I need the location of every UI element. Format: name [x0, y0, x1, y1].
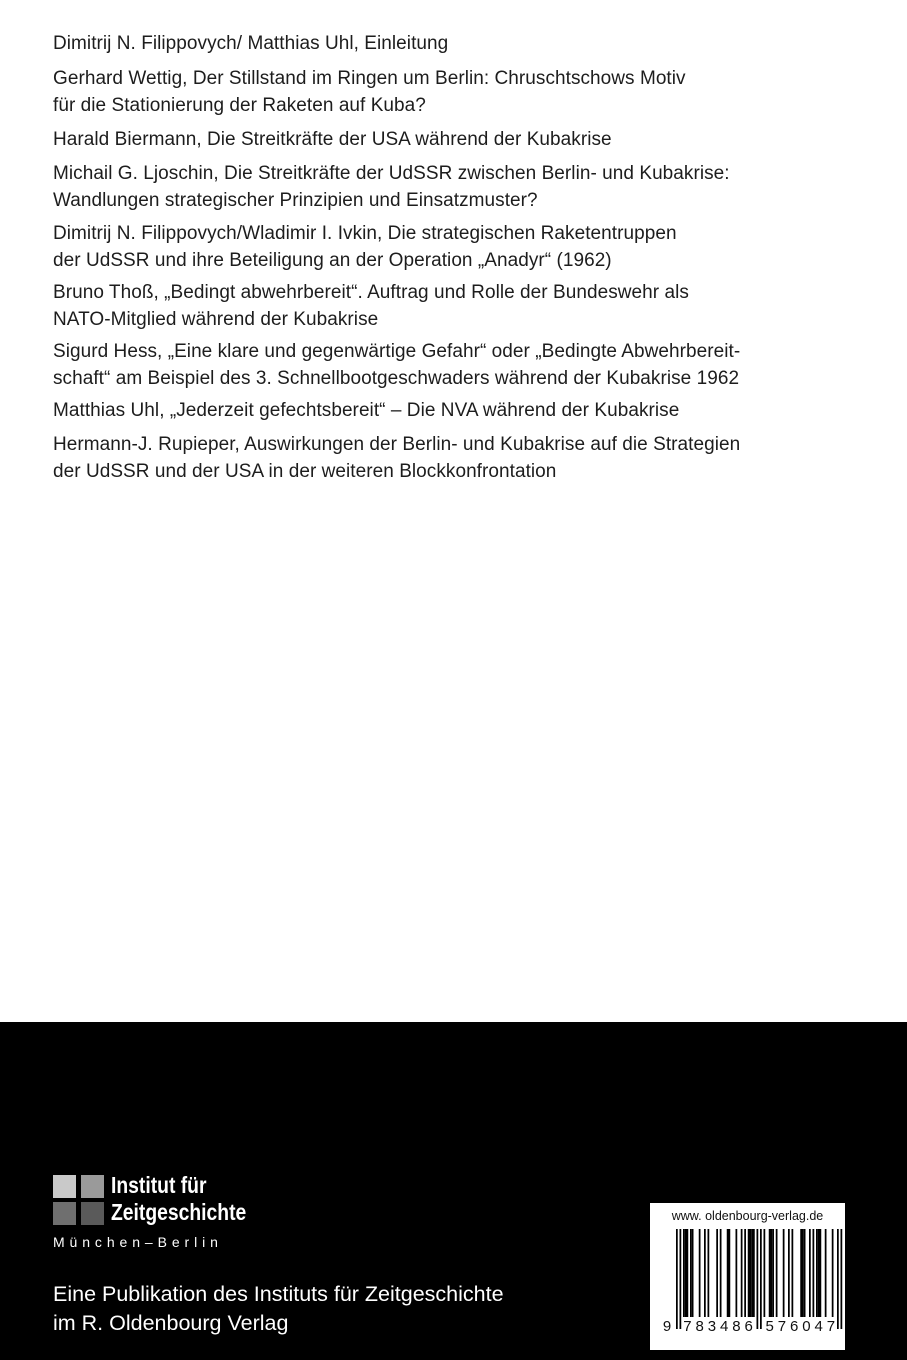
barcode-bar	[753, 1229, 755, 1317]
entry-line: Matthias Uhl, „Jederzeit gefechtsbereit“ – Die NVA während der Kubakrise	[53, 400, 680, 421]
barcode-bar	[751, 1229, 753, 1317]
barcode-bar	[736, 1229, 738, 1317]
entry-line: Michail G. Ljoschin, Die Streitkräfte der UdSSR zwischen Berlin- und Kubakrise:	[53, 163, 730, 184]
barcode-digit: 8	[732, 1318, 741, 1335]
barcode-bar	[837, 1229, 839, 1329]
entry-line: schaft“ am Beispiel des 3. Schnellbootgeschwaders während der Kubakrise 1962	[53, 368, 740, 389]
publication-line: im R. Oldenbourg Verlag	[53, 1311, 289, 1335]
barcode-digit: 6	[789, 1318, 799, 1335]
entry-line: Bruno Thoß, „Bedingt abwehrbereit“. Auftrag und Rolle der Bundeswehr als	[53, 282, 689, 303]
barcode-bar	[676, 1229, 678, 1329]
contents-entry	[53, 160, 813, 214]
barcode-bar	[772, 1229, 774, 1317]
logo-city: München–Berlin	[53, 1234, 223, 1250]
barcode-bar	[783, 1229, 785, 1317]
barcode-bar	[741, 1229, 743, 1317]
logo-name-line2: Zeitgeschichte	[111, 1199, 247, 1225]
barcode-bar	[832, 1229, 834, 1317]
barcode-bar	[680, 1229, 682, 1329]
barcode-bar	[771, 1229, 773, 1317]
barcode-bar	[757, 1229, 759, 1329]
entry-line: Sigurd Hess, „Eine klare und gegenwärtige Gefahr“ oder „Bedingte Abwehrbereit-	[53, 341, 741, 362]
barcode-bar	[727, 1229, 729, 1317]
barcode-bar	[699, 1229, 701, 1317]
barcode-bar	[816, 1229, 818, 1317]
barcode-digit: 8	[695, 1318, 704, 1335]
barcode-digit: 7	[777, 1318, 787, 1335]
entry-line: NATO-Mitglied während der Kubakrise	[53, 309, 379, 330]
barcode-bar	[813, 1229, 815, 1317]
contents-entry	[53, 126, 813, 153]
barcode-bar	[841, 1229, 843, 1329]
entry-line: der UdSSR und der USA in der weiteren Blockkonfrontation	[53, 461, 557, 482]
contents-entry	[53, 397, 813, 424]
barcode-bar	[802, 1229, 804, 1317]
barcode-bar	[825, 1229, 827, 1317]
publication-note	[53, 1280, 613, 1338]
barcode-bar	[692, 1229, 694, 1317]
barcode-digit: 3	[707, 1318, 717, 1335]
barcode-bar	[744, 1229, 746, 1317]
barcode-bar	[776, 1229, 778, 1317]
institute-logo	[53, 1172, 313, 1285]
logo-square	[81, 1175, 104, 1198]
barcode-bar	[720, 1229, 722, 1317]
isbn-barcode	[650, 1227, 845, 1350]
barcode-bar	[708, 1229, 710, 1317]
contents-entry	[53, 279, 813, 333]
barcode-bar	[769, 1229, 771, 1317]
barcode-bar	[687, 1229, 689, 1317]
barcode-bar	[704, 1229, 706, 1317]
barcode-bar	[800, 1229, 802, 1317]
publisher-url: www. oldenbourg-verlag.de	[671, 1209, 824, 1223]
barcode-digit: 5	[765, 1318, 774, 1335]
entry-line: der UdSSR und ihre Beteiligung an der Operation „Anadyr“ (1962)	[53, 250, 612, 271]
barcode-digit: 7	[826, 1318, 836, 1335]
logo-square	[53, 1202, 76, 1225]
barcode-bar	[804, 1229, 806, 1317]
logo-square	[81, 1202, 104, 1225]
entry-line: Dimitrij N. Filippovych/Wladimir I. Ivkin, Die strategischen Raketentruppen	[53, 223, 677, 244]
entry-line: Wandlungen strategischer Prinzipien und Einsatzmuster?	[53, 190, 538, 211]
barcode-bar	[748, 1229, 750, 1317]
barcode-bar	[729, 1229, 731, 1317]
barcode-bar	[788, 1229, 790, 1317]
barcode-digit: 4	[719, 1318, 729, 1335]
barcode-bar	[820, 1229, 822, 1317]
barcode-bar	[818, 1229, 820, 1317]
barcode-bar	[792, 1229, 794, 1317]
contents-entry	[53, 220, 813, 274]
barcode-digit: 9	[662, 1318, 672, 1335]
barcode-bar	[685, 1229, 687, 1317]
barcode-digit: 4	[814, 1318, 823, 1335]
barcode-bar	[764, 1229, 766, 1317]
contents-entry	[53, 65, 813, 119]
entry-line: Hermann-J. Rupieper, Auswirkungen der Berlin- und Kubakrise auf die Strategien	[53, 434, 741, 455]
barcode-box	[650, 1203, 845, 1350]
barcode-bar	[760, 1229, 762, 1329]
entry-line: für die Stationierung der Raketen auf Kuba?	[53, 95, 426, 116]
barcode-digit: 0	[802, 1318, 811, 1335]
contents-entry	[53, 338, 813, 392]
entry-line: Harald Biermann, Die Streitkräfte der USA während der Kubakrise	[53, 129, 612, 150]
barcode-bar	[716, 1229, 718, 1317]
barcode-bar	[809, 1229, 811, 1317]
entry-line: Gerhard Wettig, Der Stillstand im Ringen um Berlin: Chruschtschows Motiv	[53, 68, 686, 89]
barcode-bar	[690, 1229, 692, 1317]
barcode-digit: 6	[744, 1318, 753, 1335]
logo-square	[53, 1175, 76, 1198]
barcode-bar	[750, 1229, 752, 1317]
barcode-bar	[683, 1229, 685, 1317]
publication-line: Eine Publikation des Instituts für Zeitgeschichte	[53, 1282, 504, 1306]
barcode-digit: 7	[683, 1318, 692, 1335]
logo-name-line1: Institut für	[111, 1172, 207, 1198]
contents-entry	[53, 30, 813, 57]
footer-band	[0, 1022, 907, 1360]
contents-entry	[53, 431, 813, 485]
entry-line: Dimitrij N. Filippovych/ Matthias Uhl, Einleitung	[53, 33, 449, 54]
